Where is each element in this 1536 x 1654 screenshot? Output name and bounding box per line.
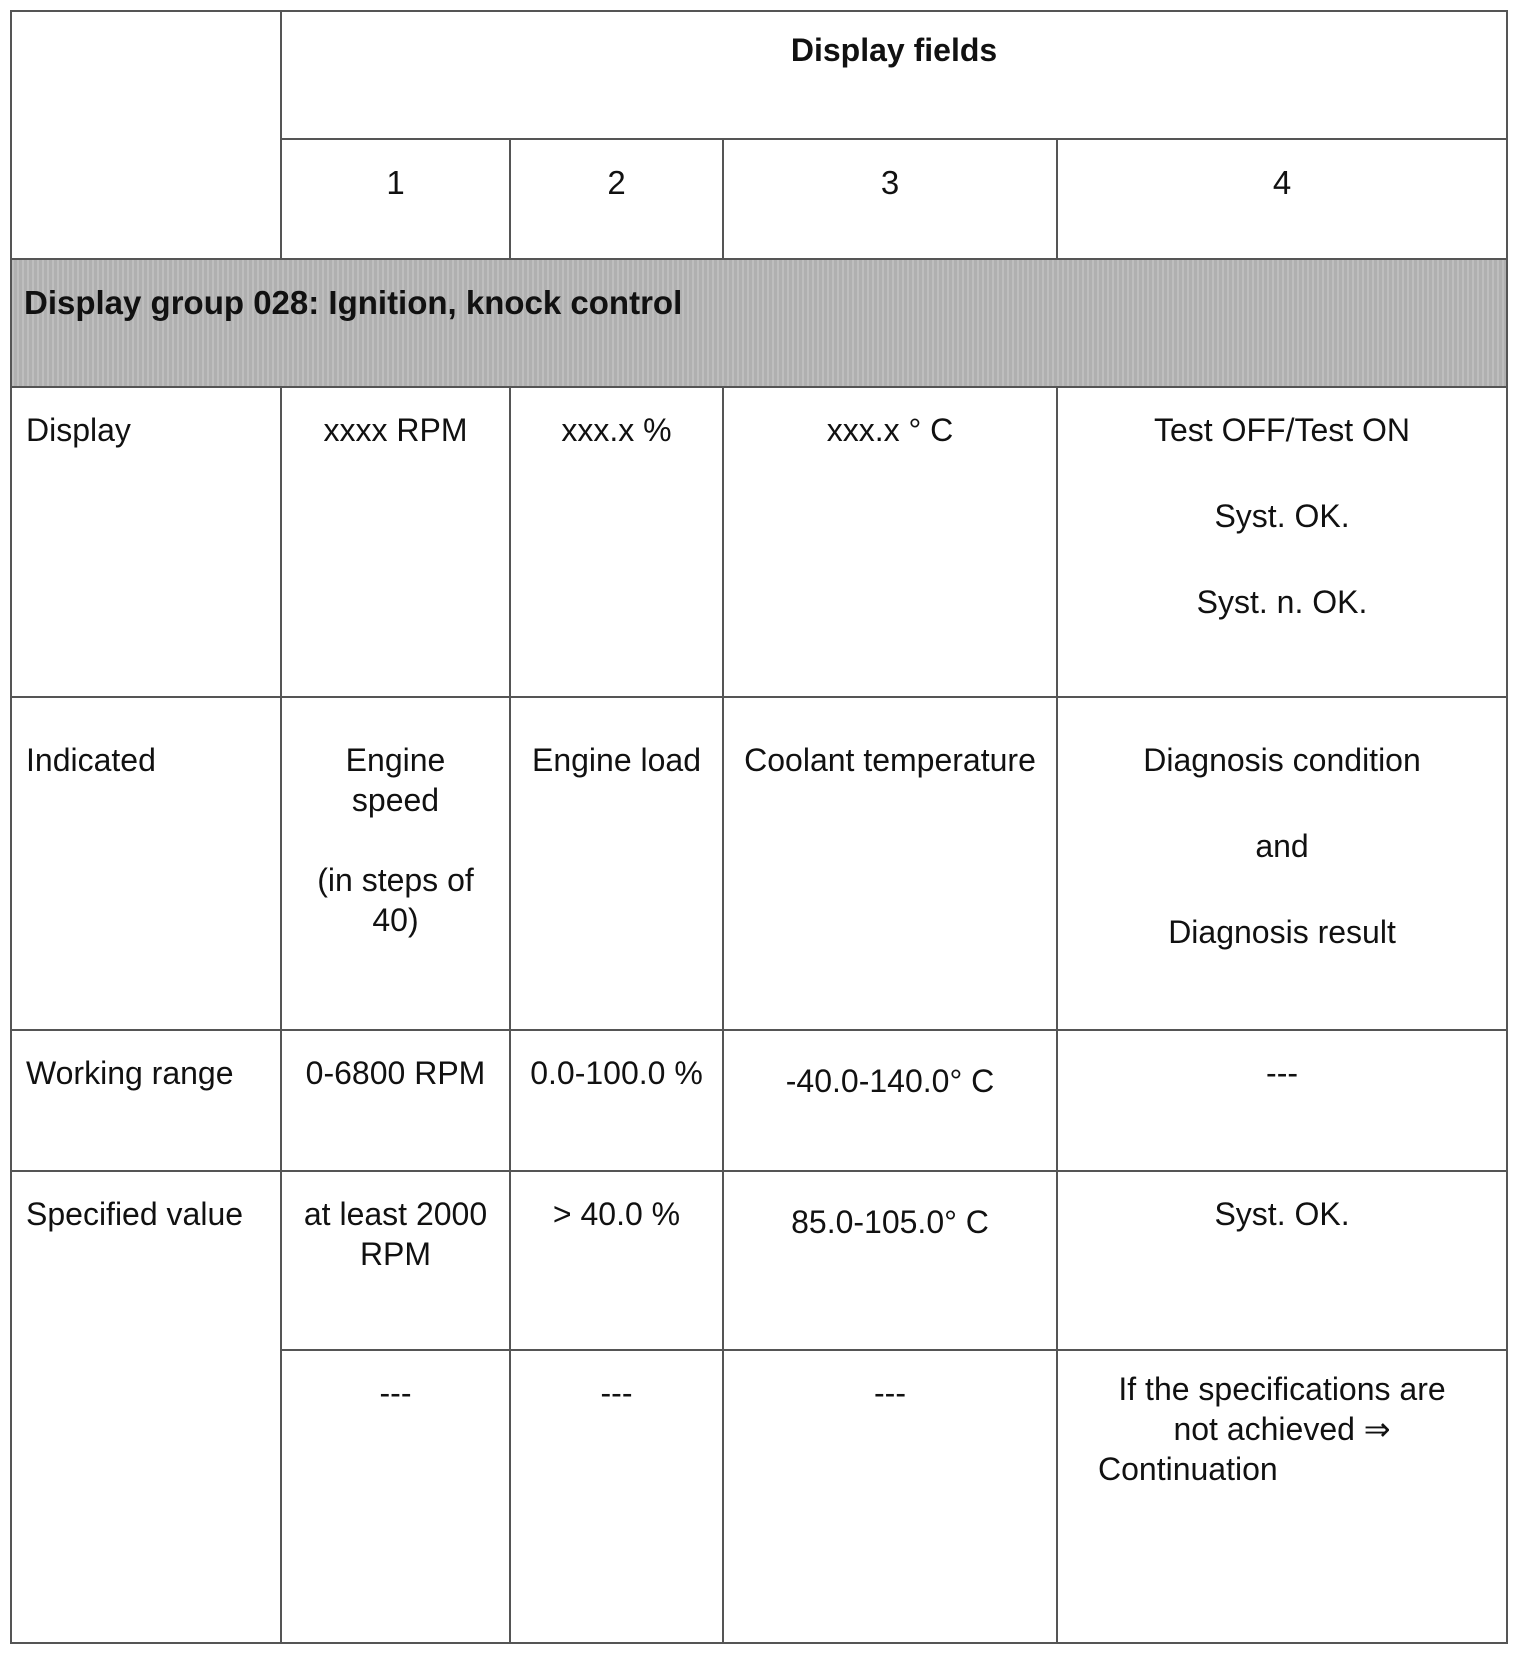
display-field-4-line: Test OFF/Test ON [1154,412,1411,449]
working-range-field-4: --- [1057,1030,1507,1170]
indicated-field-1 [281,697,510,1031]
indicated-row [11,697,1507,1031]
display-field-2: xxx.x % [510,387,723,696]
indicated-field-4 [1057,697,1507,1031]
display-field-3: xxx.x ° C [723,387,1057,696]
column-number-4: 4 [1057,139,1507,259]
display-field-4-line: Syst. n. OK. [1196,584,1368,621]
indicated-field-4-line: Diagnosis condition [1143,741,1421,778]
display-group-title: Display group 028: Ignition, knock control [11,259,1507,387]
continuation-field-4-line: not achieved ⇒ [1173,1410,1391,1447]
specified-value-field-1-line: at least 2000 [303,1195,488,1232]
indicated-field-1-line: 40) [372,901,419,938]
column-number-3: 3 [723,139,1057,259]
display-fields-heading: Display fields [281,11,1507,139]
display-field-1: xxxx RPM [281,387,510,696]
indicated-field-1-line: (in steps of [317,861,474,898]
specified-value-field-4: Syst. OK. [1057,1171,1507,1350]
continuation-field-4 [1057,1350,1507,1643]
diagnostic-table-sheet [10,10,1506,1644]
specified-value-row [11,1171,1507,1350]
indicated-field-1-line: speed [351,781,440,818]
indicated-field-4-line: Diagnosis result [1168,913,1396,950]
header-corner-cell [11,11,281,259]
row-label-working-range: Working range [11,1030,281,1170]
working-range-field-2: 0.0-100.0 % [510,1030,723,1170]
continuation-field-3: --- [723,1350,1057,1643]
indicated-field-1-line: Engine [345,741,446,778]
working-range-field-1: 0-6800 RPM [281,1030,510,1170]
group-row [11,259,1507,387]
indicated-field-3: Coolant temperature [723,697,1057,1031]
continuation-field-2: --- [510,1350,723,1643]
specified-value-field-2: > 40.0 % [510,1171,723,1350]
display-field-4-line: Syst. OK. [1214,498,1350,535]
row-label-specified-value: Specified value [11,1171,281,1643]
indicated-field-2: Engine load [510,697,723,1031]
header-row [11,11,1507,139]
display-fields-table [10,10,1508,1644]
continuation-field-4-line: If the specifications are [1118,1370,1446,1407]
continuation-field-1: --- [281,1350,510,1643]
specified-value-field-1-line: RPM [359,1235,432,1272]
specified-value-field-1 [281,1171,510,1350]
row-label-display: Display [11,387,281,696]
display-field-4 [1057,387,1507,696]
display-row [11,387,1507,696]
specified-value-field-3: 85.0-105.0° C [723,1171,1057,1350]
row-label-indicated: Indicated [11,697,281,1031]
working-range-row [11,1030,1507,1170]
column-number-1: 1 [281,139,510,259]
column-number-2: 2 [510,139,723,259]
continuation-field-4-line: Continuation [1098,1450,1278,1487]
working-range-field-3: -40.0-140.0° C [723,1030,1057,1170]
indicated-field-4-line: and [1255,827,1309,864]
